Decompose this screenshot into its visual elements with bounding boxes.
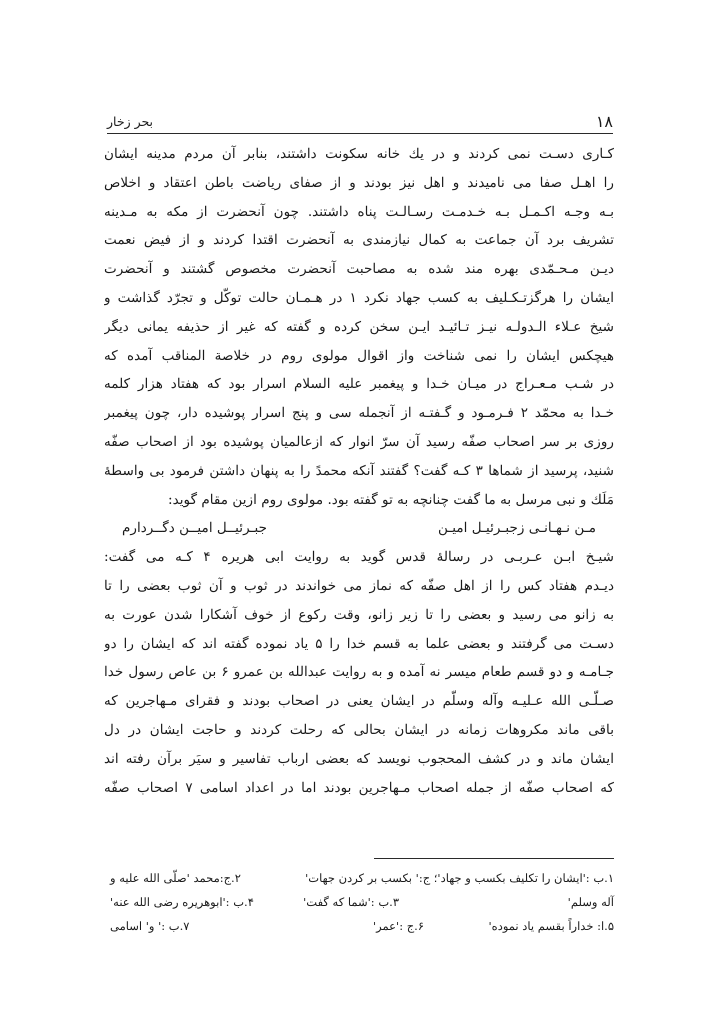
verse-hemistich-right: مـن نـهـانـی زجبـرئیـل امیـن: [437, 520, 596, 537]
running-title: بحر زخار: [107, 114, 154, 129]
page-header: [107, 108, 613, 132]
footnote-rule: [374, 858, 614, 859]
body-line: به زانو می رسید و بعضی را تا زیر زانو، وقت رکوع از خوف آشکارا شدن عورت به: [104, 606, 614, 623]
body-line: شنید، پرسید از شماها ۳ کـه گفت؟ گفتند آنکه محمدً را به پنهان داشتن فرمود بی واسطۀ: [104, 462, 614, 479]
body-line: روزی بر سر اصحاب صفّه رسید آن سرّ انوار که ازعالمیان پوشیده بود از اصحاب صفّه: [104, 433, 614, 450]
footnote-2-continued: آله وسلم': [567, 895, 614, 909]
footnote-5: ۵.ا: خداراً بقسم یاد نموده': [488, 919, 614, 933]
body-line: مَلَك و نبی مرسل به ما گفت چنانچه به تو گفته بود. مولوی روم ازین مقام گوید:: [168, 491, 614, 508]
body-line: صـلّـی الله عـلیـه وآله وسلّم در ایشان یعنی در اصحاب بودند و فقرای مـهاجرین که: [104, 693, 614, 710]
body-line: شیـخ ابـن عـربـی در رسالۀ قدس گوید به روایت ابی هریره ۴ کـه می گفت:: [104, 549, 614, 566]
body-line: را اهـل صفا می نامیدند و اهل نیز بودند و از صفای ریاضت باطن اعتقاد و اخلاص: [104, 174, 614, 191]
body-line: که اصحاب صفّه از جمله اصحاب مـهاجرین بودند اما در اعداد اسامی ۷ اصحاب صفّه: [104, 779, 614, 796]
body-line: شیخ عـلاء الـدولـه نیـز تـائیـد ایـن سخن کرده و گفته که غیر از حذیفه یمانی دیگر: [104, 318, 614, 335]
footnote-3: ۳.ب :'شما که گفت': [303, 895, 399, 909]
body-line: جـامـه و دو قسم طعام میسر نه آمده و به روایت عبدالله بن عمرو ۶ بن عاص رسول خدا: [104, 664, 614, 681]
footnote-2: ۲.ج:محمد 'صلّی الله علیه و: [110, 871, 241, 885]
body-line: خـدا به محمّد ۲ فـرمـود و گـفتـه از آنجمله سی و پنج اسرار پوشیده دار، چون پیغمبر: [104, 405, 614, 422]
verse-couplet: [104, 514, 614, 543]
body-line: ایشان را هرگزتـکـلیف به کسب جهاد نکرد ۱ در هـمـان حالت توکّل و تجرّد گذاشت و: [104, 289, 614, 306]
footnote-4: ۴.ب :'ابوهریره رضی الله عنه': [110, 895, 254, 909]
footnote-row: [110, 914, 614, 938]
body-line: کـاری دسـت نمی کردند و در یك خانه سکونت داشتند، بنابر آن مردم مدینه ایشان: [104, 146, 614, 162]
body-line: باقی ماند مکروهات زمانه در ایشان بحالی که رحلت کردند و حاجت ایشان در دل: [104, 721, 614, 738]
page-number: ۱۸: [595, 112, 613, 131]
body-line: ایشان ماند و در کشف المحجوب نویسد که بعضی ارباب تفاسیر و سیَر برآن رفته اند: [104, 750, 614, 767]
footnote-1: ۱.ب :'ایشان را تکلیف بکسب و جهاد'؛ ج:' بکسب بر کردن جهات': [305, 871, 614, 885]
header-rule: [107, 133, 613, 134]
body-line: دیـن مـحـمّدی بهره مند شده به مصاحبت آنحضرت مخصوص گشتند و آنحضرت: [104, 261, 614, 278]
footnote-row: [110, 890, 614, 914]
body-line: دسـت می گرفتند و بعضی علما به قسم خدا را ۵ یاد نموده گفته اند که ایشان را دو: [104, 635, 614, 652]
footnotes: [110, 866, 614, 938]
body-line: دیـدم هفتاد کس را از اهل صفّه که نماز می خواندند در ثوب و آن ثوب بعضی را تا: [104, 577, 614, 594]
footnote-row: [110, 866, 614, 890]
body-line: بـه وجـه اکـمـل بـه خـدمـت رسـالـت پناه داشتند. چون آنحضرت از مکه به مـدینه: [104, 203, 614, 220]
footnote-6: ۶.ج :'عمر': [373, 919, 424, 933]
verse-hemistich-left: جبـرئیــل امیــن دگــردارم: [122, 520, 268, 537]
body-text: [104, 140, 614, 802]
body-line: در شـب مـعـراج در میـان خـدا و پیغمبر علیه السلام اسرار بود که هفتاد هزار کلمه: [104, 376, 614, 393]
body-line: تشریف برد آن جماعت به کمال نیازمندی به آنحضرت اقتدا کردند و از فیض نعمت: [104, 232, 614, 249]
footnote-7: ۷.ب :' و' اسامی: [110, 919, 190, 933]
body-line: هیچکس ایشان را نمی شناخت واز اقوال مولوی روم در خلاصة المناقب آمده که: [104, 347, 614, 364]
